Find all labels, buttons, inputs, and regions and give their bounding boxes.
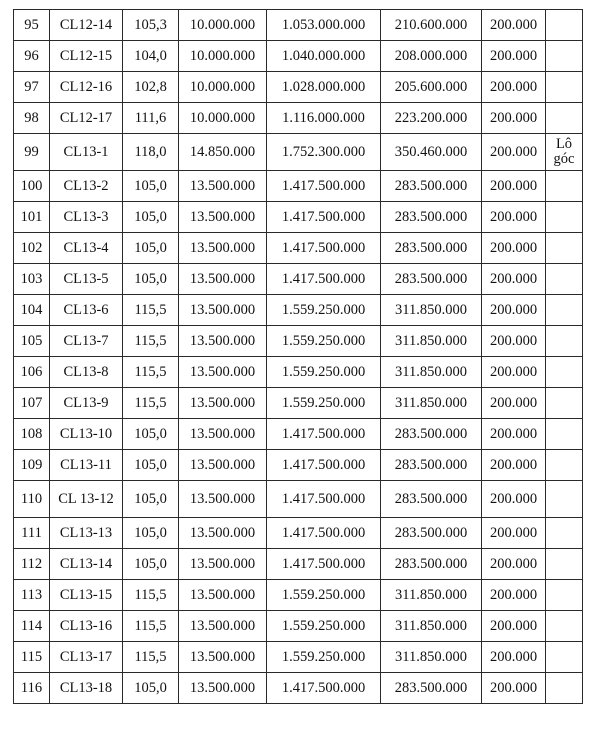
row-number-cell: 115 xyxy=(14,642,50,673)
total-value-cell: 1.559.250.000 xyxy=(267,388,381,419)
table-row xyxy=(14,481,583,518)
deposit-cell: 208.000.000 xyxy=(381,41,482,72)
table-row xyxy=(14,450,583,481)
unit-price-cell: 10.000.000 xyxy=(179,10,267,41)
row-number-cell: 97 xyxy=(14,72,50,103)
fee-cell: 200.000 xyxy=(482,673,546,704)
unit-price-cell: 13.500.000 xyxy=(179,202,267,233)
total-value-cell: 1.417.500.000 xyxy=(267,673,381,704)
row-number-cell: 101 xyxy=(14,202,50,233)
deposit-cell: 205.600.000 xyxy=(381,72,482,103)
table-row xyxy=(14,103,583,134)
note-cell xyxy=(546,580,583,611)
area-cell: 115,5 xyxy=(123,611,179,642)
unit-price-cell: 14.850.000 xyxy=(179,134,267,171)
lot-code-cell: CL13-18 xyxy=(50,673,123,704)
lot-code-cell: CL13-4 xyxy=(50,233,123,264)
row-number-cell: 103 xyxy=(14,264,50,295)
lot-code-cell: CL13-6 xyxy=(50,295,123,326)
deposit-cell: 223.200.000 xyxy=(381,103,482,134)
deposit-cell: 283.500.000 xyxy=(381,419,482,450)
total-value-cell: 1.417.500.000 xyxy=(267,549,381,580)
note-cell xyxy=(546,481,583,518)
note-cell xyxy=(546,233,583,264)
deposit-cell: 283.500.000 xyxy=(381,233,482,264)
area-cell: 105,0 xyxy=(123,202,179,233)
note-cell xyxy=(546,10,583,41)
unit-price-cell: 13.500.000 xyxy=(179,611,267,642)
deposit-cell: 283.500.000 xyxy=(381,171,482,202)
area-cell: 105,0 xyxy=(123,549,179,580)
fee-cell: 200.000 xyxy=(482,388,546,419)
row-number-cell: 102 xyxy=(14,233,50,264)
unit-price-cell: 13.500.000 xyxy=(179,295,267,326)
table-row xyxy=(14,295,583,326)
unit-price-cell: 13.500.000 xyxy=(179,233,267,264)
fee-cell: 200.000 xyxy=(482,202,546,233)
total-value-cell: 1.417.500.000 xyxy=(267,171,381,202)
area-cell: 105,0 xyxy=(123,171,179,202)
lot-code-cell: CL13-15 xyxy=(50,580,123,611)
fee-cell: 200.000 xyxy=(482,41,546,72)
unit-price-cell: 10.000.000 xyxy=(179,72,267,103)
unit-price-cell: 10.000.000 xyxy=(179,103,267,134)
deposit-cell: 283.500.000 xyxy=(381,202,482,233)
lot-code-cell: CL13-17 xyxy=(50,642,123,673)
land-lot-table xyxy=(13,9,583,704)
area-cell: 105,0 xyxy=(123,450,179,481)
area-cell: 115,5 xyxy=(123,326,179,357)
area-cell: 105,0 xyxy=(123,518,179,549)
deposit-cell: 283.500.000 xyxy=(381,549,482,580)
table-row xyxy=(14,233,583,264)
fee-cell: 200.000 xyxy=(482,233,546,264)
lot-code-cell: CL13-10 xyxy=(50,419,123,450)
deposit-cell: 283.500.000 xyxy=(381,450,482,481)
total-value-cell: 1.559.250.000 xyxy=(267,295,381,326)
unit-price-cell: 13.500.000 xyxy=(179,580,267,611)
total-value-cell: 1.417.500.000 xyxy=(267,450,381,481)
unit-price-cell: 13.500.000 xyxy=(179,549,267,580)
unit-price-cell: 13.500.000 xyxy=(179,642,267,673)
lot-code-cell: CL12-17 xyxy=(50,103,123,134)
unit-price-cell: 13.500.000 xyxy=(179,388,267,419)
total-value-cell: 1.417.500.000 xyxy=(267,419,381,450)
unit-price-cell: 13.500.000 xyxy=(179,673,267,704)
area-cell: 111,6 xyxy=(123,103,179,134)
area-cell: 105,0 xyxy=(123,233,179,264)
note-cell xyxy=(546,419,583,450)
fee-cell: 200.000 xyxy=(482,72,546,103)
deposit-cell: 283.500.000 xyxy=(381,481,482,518)
row-number-cell: 96 xyxy=(14,41,50,72)
unit-price-cell: 13.500.000 xyxy=(179,419,267,450)
area-cell: 118,0 xyxy=(123,134,179,171)
total-value-cell: 1.559.250.000 xyxy=(267,642,381,673)
area-cell: 102,8 xyxy=(123,72,179,103)
table-row xyxy=(14,419,583,450)
total-value-cell: 1.417.500.000 xyxy=(267,233,381,264)
table-row xyxy=(14,41,583,72)
table-row xyxy=(14,388,583,419)
total-value-cell: 1.752.300.000 xyxy=(267,134,381,171)
total-value-cell: 1.417.500.000 xyxy=(267,481,381,518)
deposit-cell: 283.500.000 xyxy=(381,264,482,295)
unit-price-cell: 13.500.000 xyxy=(179,264,267,295)
lot-code-cell: CL13-5 xyxy=(50,264,123,295)
lot-code-cell: CL12-14 xyxy=(50,10,123,41)
note-cell xyxy=(546,202,583,233)
fee-cell: 200.000 xyxy=(482,10,546,41)
lot-code-cell: CL 13-12 xyxy=(50,481,123,518)
fee-cell: 200.000 xyxy=(482,295,546,326)
total-value-cell: 1.417.500.000 xyxy=(267,518,381,549)
row-number-cell: 104 xyxy=(14,295,50,326)
area-cell: 105,3 xyxy=(123,10,179,41)
total-value-cell: 1.028.000.000 xyxy=(267,72,381,103)
total-value-cell: 1.040.000.000 xyxy=(267,41,381,72)
area-cell: 104,0 xyxy=(123,41,179,72)
document-page xyxy=(13,9,583,704)
lot-code-cell: CL13-14 xyxy=(50,549,123,580)
lot-code-cell: CL13-9 xyxy=(50,388,123,419)
lot-code-cell: CL13-1 xyxy=(50,134,123,171)
note-cell xyxy=(546,41,583,72)
unit-price-cell: 13.500.000 xyxy=(179,357,267,388)
row-number-cell: 112 xyxy=(14,549,50,580)
area-cell: 115,5 xyxy=(123,388,179,419)
area-cell: 105,0 xyxy=(123,481,179,518)
note-cell xyxy=(546,264,583,295)
lot-code-cell: CL13-3 xyxy=(50,202,123,233)
table-row xyxy=(14,326,583,357)
lot-code-cell: CL12-16 xyxy=(50,72,123,103)
table-row xyxy=(14,134,583,171)
deposit-cell: 311.850.000 xyxy=(381,326,482,357)
note-cell: Lô góc xyxy=(546,134,583,171)
area-cell: 105,0 xyxy=(123,419,179,450)
note-cell xyxy=(546,673,583,704)
unit-price-cell: 13.500.000 xyxy=(179,326,267,357)
total-value-cell: 1.559.250.000 xyxy=(267,326,381,357)
row-number-cell: 99 xyxy=(14,134,50,171)
table-row xyxy=(14,357,583,388)
fee-cell: 200.000 xyxy=(482,481,546,518)
fee-cell: 200.000 xyxy=(482,326,546,357)
total-value-cell: 1.116.000.000 xyxy=(267,103,381,134)
row-number-cell: 108 xyxy=(14,419,50,450)
lot-code-cell: CL12-15 xyxy=(50,41,123,72)
total-value-cell: 1.559.250.000 xyxy=(267,357,381,388)
fee-cell: 200.000 xyxy=(482,134,546,171)
lot-code-cell: CL13-16 xyxy=(50,611,123,642)
total-value-cell: 1.559.250.000 xyxy=(267,611,381,642)
deposit-cell: 311.850.000 xyxy=(381,388,482,419)
fee-cell: 200.000 xyxy=(482,642,546,673)
note-cell xyxy=(546,72,583,103)
fee-cell: 200.000 xyxy=(482,549,546,580)
table-row xyxy=(14,642,583,673)
fee-cell: 200.000 xyxy=(482,264,546,295)
deposit-cell: 311.850.000 xyxy=(381,357,482,388)
deposit-cell: 283.500.000 xyxy=(381,518,482,549)
fee-cell: 200.000 xyxy=(482,103,546,134)
note-cell xyxy=(546,295,583,326)
unit-price-cell: 13.500.000 xyxy=(179,518,267,549)
unit-price-cell: 13.500.000 xyxy=(179,481,267,518)
deposit-cell: 311.850.000 xyxy=(381,611,482,642)
fee-cell: 200.000 xyxy=(482,450,546,481)
total-value-cell: 1.559.250.000 xyxy=(267,580,381,611)
lot-code-cell: CL13-11 xyxy=(50,450,123,481)
table-row xyxy=(14,72,583,103)
fee-cell: 200.000 xyxy=(482,171,546,202)
row-number-cell: 110 xyxy=(14,481,50,518)
note-cell xyxy=(546,642,583,673)
deposit-cell: 311.850.000 xyxy=(381,295,482,326)
total-value-cell: 1.053.000.000 xyxy=(267,10,381,41)
note-cell xyxy=(546,357,583,388)
row-number-cell: 111 xyxy=(14,518,50,549)
unit-price-cell: 13.500.000 xyxy=(179,171,267,202)
table-row xyxy=(14,171,583,202)
note-cell xyxy=(546,326,583,357)
lot-code-cell: CL13-7 xyxy=(50,326,123,357)
row-number-cell: 107 xyxy=(14,388,50,419)
area-cell: 115,5 xyxy=(123,642,179,673)
deposit-cell: 311.850.000 xyxy=(381,580,482,611)
row-number-cell: 100 xyxy=(14,171,50,202)
fee-cell: 200.000 xyxy=(482,419,546,450)
note-cell xyxy=(546,450,583,481)
table-row xyxy=(14,549,583,580)
note-cell xyxy=(546,103,583,134)
deposit-cell: 311.850.000 xyxy=(381,642,482,673)
unit-price-cell: 13.500.000 xyxy=(179,450,267,481)
total-value-cell: 1.417.500.000 xyxy=(267,264,381,295)
lot-code-cell: CL13-2 xyxy=(50,171,123,202)
deposit-cell: 350.460.000 xyxy=(381,134,482,171)
deposit-cell: 210.600.000 xyxy=(381,10,482,41)
table-row xyxy=(14,10,583,41)
area-cell: 115,5 xyxy=(123,295,179,326)
row-number-cell: 105 xyxy=(14,326,50,357)
row-number-cell: 114 xyxy=(14,611,50,642)
table-row xyxy=(14,580,583,611)
fee-cell: 200.000 xyxy=(482,580,546,611)
note-cell xyxy=(546,518,583,549)
table-body xyxy=(14,10,583,704)
note-cell xyxy=(546,611,583,642)
row-number-cell: 116 xyxy=(14,673,50,704)
row-number-cell: 106 xyxy=(14,357,50,388)
area-cell: 115,5 xyxy=(123,580,179,611)
lot-code-cell: CL13-8 xyxy=(50,357,123,388)
note-cell xyxy=(546,388,583,419)
note-cell xyxy=(546,171,583,202)
note-cell xyxy=(546,549,583,580)
deposit-cell: 283.500.000 xyxy=(381,673,482,704)
table-row xyxy=(14,264,583,295)
row-number-cell: 109 xyxy=(14,450,50,481)
fee-cell: 200.000 xyxy=(482,518,546,549)
table-row xyxy=(14,673,583,704)
table-row xyxy=(14,202,583,233)
fee-cell: 200.000 xyxy=(482,357,546,388)
table-row xyxy=(14,611,583,642)
lot-code-cell: CL13-13 xyxy=(50,518,123,549)
row-number-cell: 98 xyxy=(14,103,50,134)
area-cell: 105,0 xyxy=(123,673,179,704)
total-value-cell: 1.417.500.000 xyxy=(267,202,381,233)
table-row xyxy=(14,518,583,549)
unit-price-cell: 10.000.000 xyxy=(179,41,267,72)
fee-cell: 200.000 xyxy=(482,611,546,642)
row-number-cell: 95 xyxy=(14,10,50,41)
area-cell: 105,0 xyxy=(123,264,179,295)
area-cell: 115,5 xyxy=(123,357,179,388)
row-number-cell: 113 xyxy=(14,580,50,611)
